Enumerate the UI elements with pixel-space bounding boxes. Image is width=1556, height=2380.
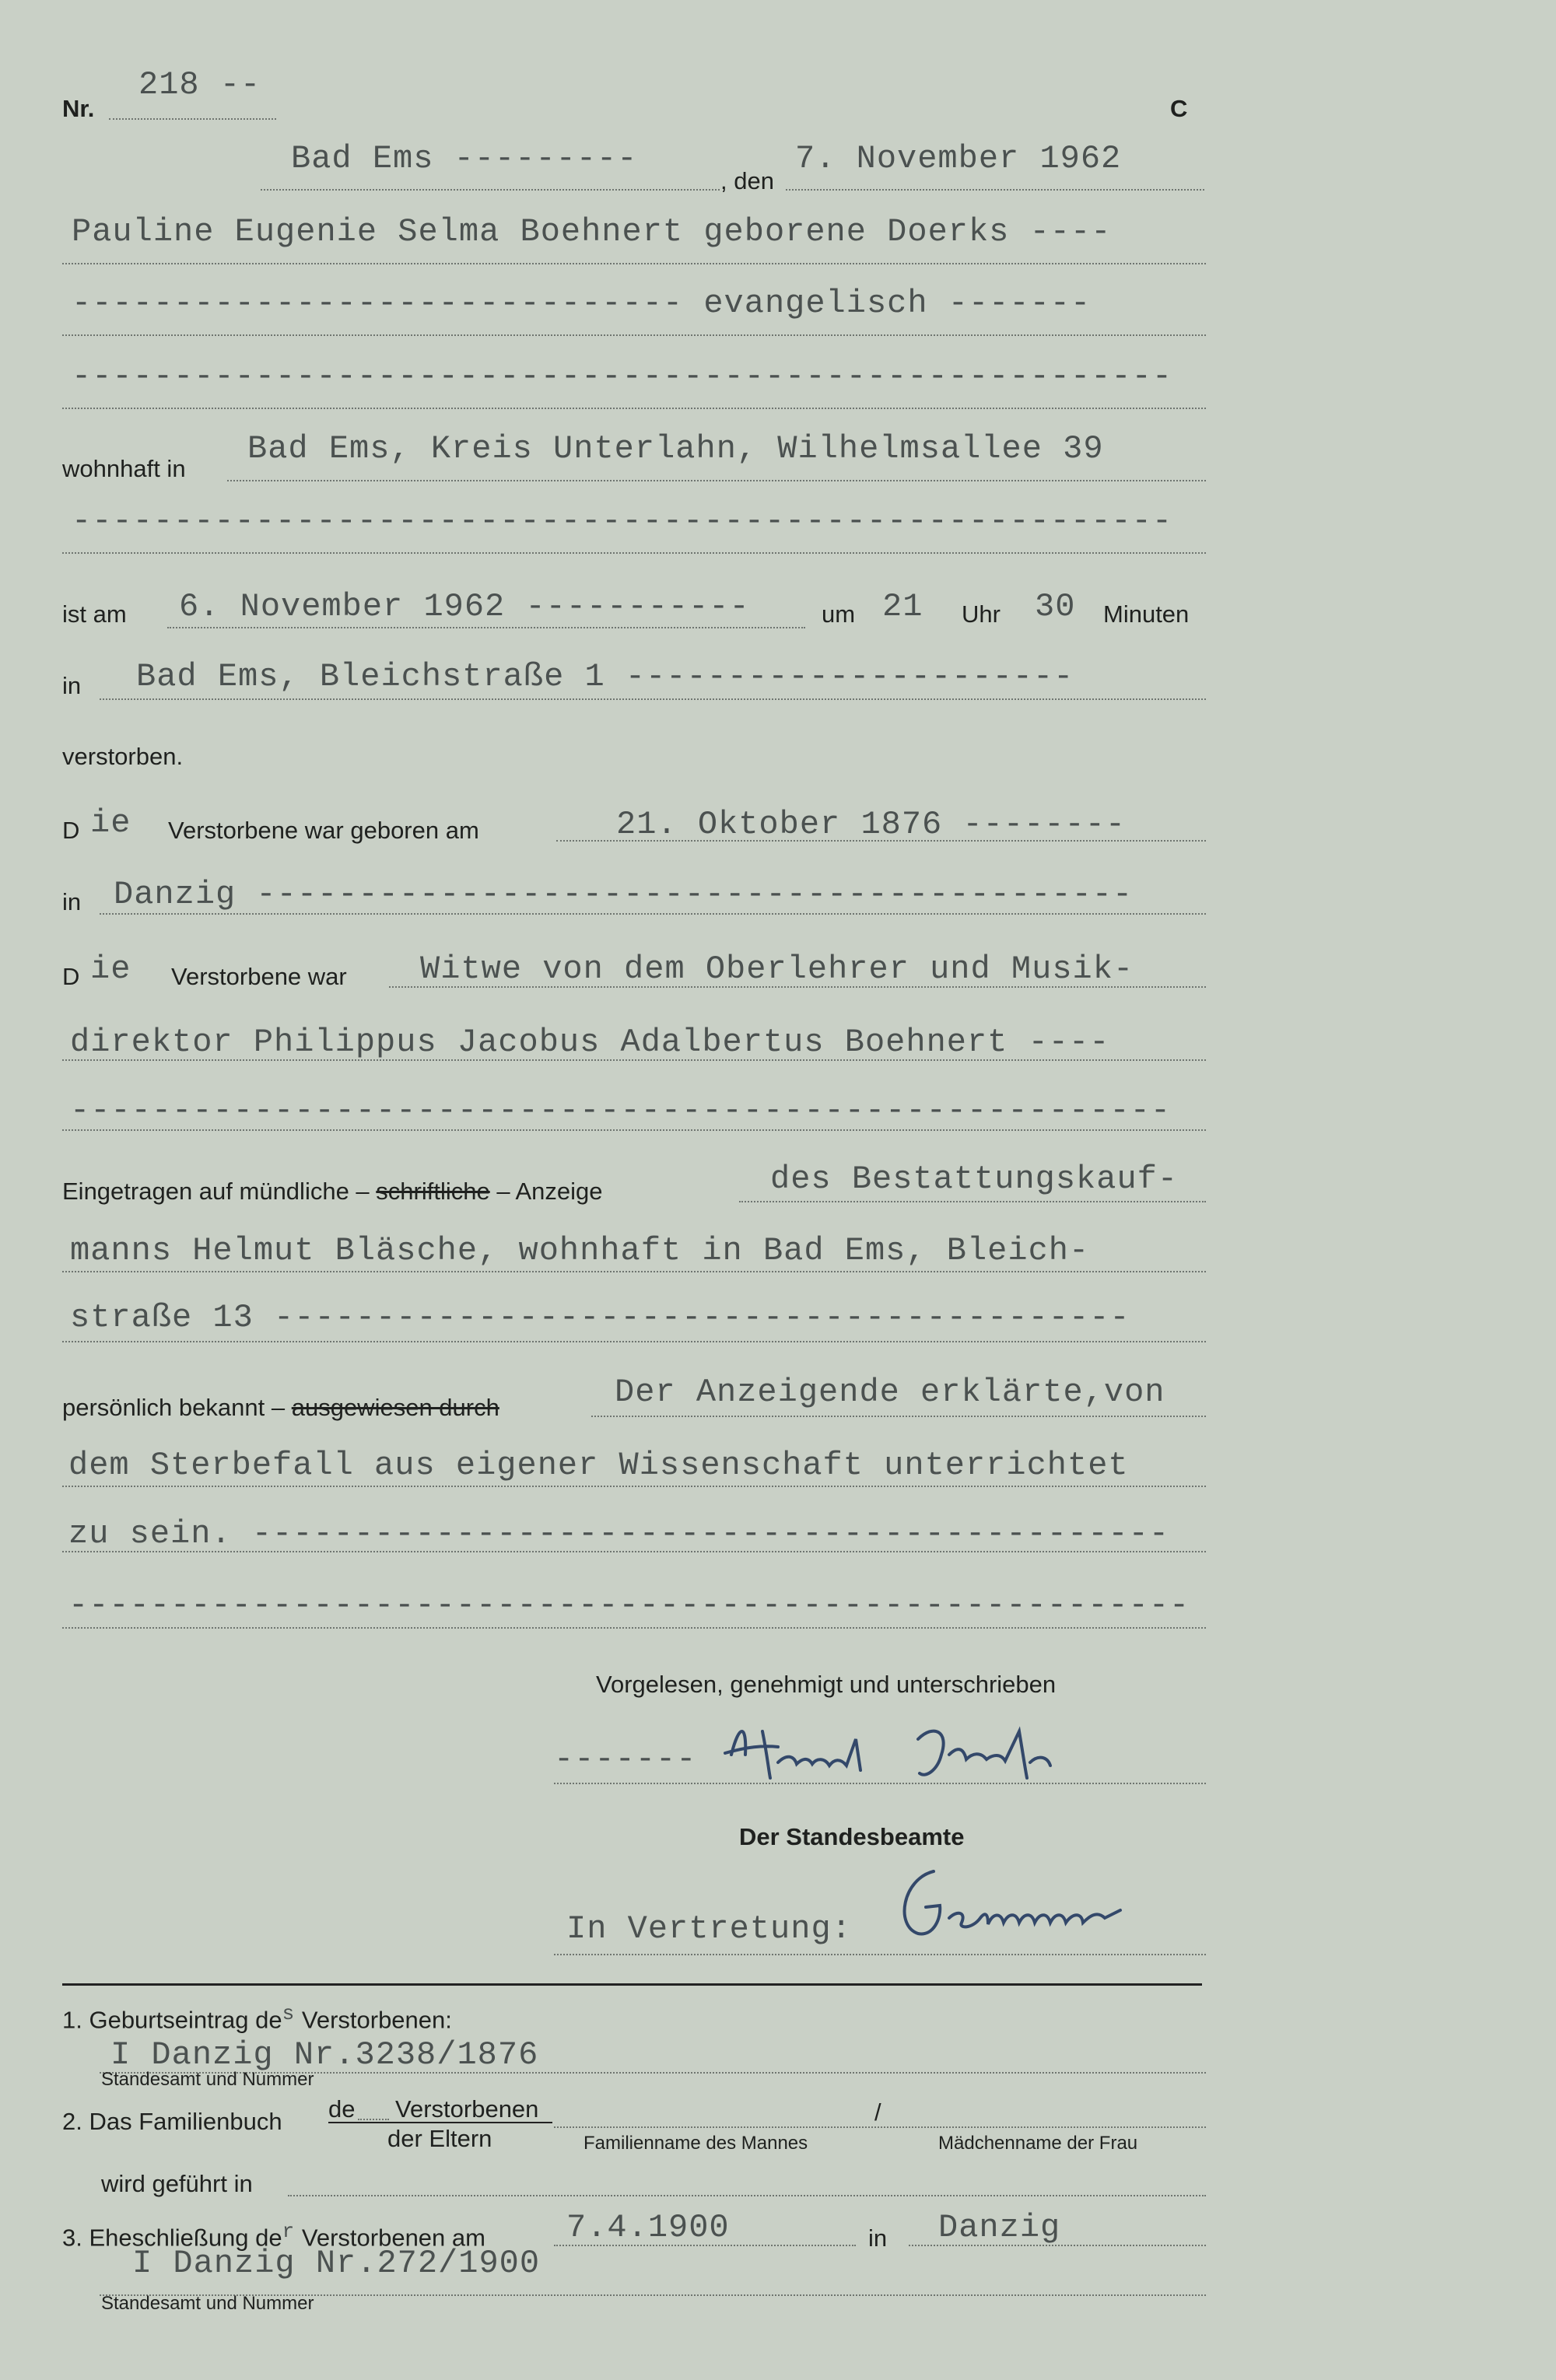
report-label-suffix: – Anzeige xyxy=(496,1178,603,1205)
registrar-signature-underline xyxy=(554,1954,1206,1955)
religion-line: ------------------------------ evangelisch ------- xyxy=(72,285,1092,322)
registry-place: Bad Ems --------- xyxy=(291,140,638,177)
footnote-2-wife: Mädchenname der Frau xyxy=(938,2133,1138,2154)
date-underline xyxy=(786,189,1204,191)
registrar-title: Der Standesbeamte xyxy=(739,1823,965,1850)
identity-underline-1 xyxy=(591,1416,1206,1417)
report-line-2: manns Helmut Bläsche, wohnhaft in Bad Ems, Bleich- xyxy=(70,1232,1090,1269)
birth-label: Verstorbene war geboren am xyxy=(168,817,479,844)
death-date-underline xyxy=(167,627,805,628)
death-minutes: 30 xyxy=(1035,588,1076,625)
footnote-1-value: I Danzig Nr.3238/1876 xyxy=(110,2036,539,2074)
footnote-2-kept-in-line xyxy=(288,2195,1206,2196)
registry-date: 7. November 1962 xyxy=(795,140,1122,177)
footnote-1-sub: Standesamt und Nummer xyxy=(101,2069,314,2090)
identity-label-prefix: persönlich bekannt – xyxy=(62,1394,286,1421)
death-place: Bad Ems, Bleichstraße 1 ---------------------- xyxy=(136,658,1074,695)
footnote-3-date: 7.4.1900 xyxy=(566,2209,730,2246)
footnote-3-date-line xyxy=(554,2245,856,2246)
footnote-3-sup: r xyxy=(282,2220,296,2243)
registrar-signature-text: Gemmer xyxy=(879,1856,882,1857)
status-label: Verstorbene war xyxy=(171,963,347,990)
birth-date: 21. Oktober 1876 -------- xyxy=(616,806,1127,843)
report-label xyxy=(62,1178,603,1206)
footnote-2-kept-in: wird geführt in xyxy=(101,2170,253,2197)
footnote-3-prefix: 3. Eheschließung de xyxy=(62,2224,282,2252)
ist-am-label: ist am xyxy=(62,600,127,628)
footnote-1-sup: s xyxy=(282,2002,296,2025)
birth-d-label: D xyxy=(62,817,80,844)
footnote-3-sub: Standesamt und Nummer xyxy=(101,2293,314,2314)
identity-underline-3 xyxy=(62,1551,1206,1552)
footnote-2-de: de xyxy=(328,2095,356,2123)
minuten-label: Minuten xyxy=(1103,600,1190,628)
report-underline-1 xyxy=(739,1201,1206,1202)
footnote-1-suffix: Verstorbenen: xyxy=(301,2006,452,2034)
footnote-2-fraction-line xyxy=(328,2122,552,2123)
status-ie-suffix: ie xyxy=(90,950,131,988)
read-approved-label: Vorgelesen, genehmigt und unterschrieben xyxy=(596,1671,1057,1698)
form-letter: C xyxy=(1170,95,1188,122)
footnote-3-mid: Verstorbenen am xyxy=(301,2224,485,2252)
residence-dashes: ------------------------------------------------------ xyxy=(72,502,1173,540)
footnote-divider xyxy=(62,1983,1202,1986)
footnote-2-eltern: der Eltern xyxy=(387,2125,492,2152)
um-label: um xyxy=(822,600,856,628)
informant-dashes: ------- xyxy=(554,1741,697,1778)
footnote-3-in: in xyxy=(868,2224,888,2252)
residence-underline xyxy=(227,480,1206,481)
report-line-3: straße 13 ------------------------------------------ xyxy=(70,1299,1130,1336)
residence-dash-underline xyxy=(62,552,1206,554)
identity-line-2: dem Sterbefall aus eigener Wissenschaft unterrichtet xyxy=(68,1447,1129,1484)
footnote-2-de-dots xyxy=(358,2119,389,2120)
identity-underline-2 xyxy=(62,1486,1206,1487)
footnote-3-value: I Danzig Nr.272/1900 xyxy=(132,2245,541,2282)
den-label: , den xyxy=(720,167,774,194)
report-label-struck: schriftliche xyxy=(376,1178,490,1205)
report-label-prefix: Eingetragen auf mündliche – xyxy=(62,1178,370,1205)
birth-ie-suffix: ie xyxy=(90,804,131,842)
fill-dashes: ------------------------------------------------------ xyxy=(72,358,1173,395)
death-hour: 21 xyxy=(882,588,923,625)
status-line-2: direktor Philippus Jacobus Adalbertus Boehnert ---- xyxy=(70,1024,1110,1061)
status-underline-1 xyxy=(389,986,1206,988)
footnote-1-label xyxy=(62,2002,452,2034)
representation-label: In Vertretung: xyxy=(566,1910,852,1948)
status-underline-2 xyxy=(62,1059,1206,1061)
informant-signature-underline xyxy=(554,1783,1206,1784)
religion-underline xyxy=(62,334,1206,336)
status-underline-3 xyxy=(62,1129,1206,1131)
status-d-label: D xyxy=(62,963,80,990)
dash-underline xyxy=(62,408,1206,409)
death-in-label: in xyxy=(62,672,82,699)
residence-label: wohnhaft in xyxy=(62,455,186,482)
place-underline xyxy=(261,189,720,191)
death-date: 6. November 1962 ----------- xyxy=(179,588,750,625)
informant-signature xyxy=(716,1708,1183,1794)
verstorben-label: verstorben. xyxy=(62,743,184,770)
status-line-3: ------------------------------------------------------ xyxy=(70,1092,1172,1129)
footnote-3-place-line xyxy=(909,2245,1206,2246)
uhr-label: Uhr xyxy=(962,600,1001,628)
identity-underline-4 xyxy=(62,1627,1206,1629)
footnote-2-husband: Familienname des Mannes xyxy=(584,2133,808,2154)
identity-label xyxy=(62,1394,499,1422)
birth-place-underline xyxy=(100,913,1206,915)
footnote-2-verstorbenen: Verstorbenen xyxy=(395,2095,539,2123)
death-place-underline xyxy=(100,698,1206,700)
nr-underline xyxy=(109,118,276,120)
nr-label: Nr. xyxy=(62,95,95,122)
birth-in-label: in xyxy=(62,888,82,915)
register-number: 218 -- xyxy=(138,66,261,103)
identity-line-4: ------------------------------------------------------- xyxy=(68,1587,1190,1624)
identity-line-1: Der Anzeigende erklärte,von xyxy=(615,1374,1165,1411)
informant-signature-text: Helmut Bläsche xyxy=(716,1708,722,1709)
identity-label-struck: ausgewiesen durch xyxy=(291,1394,499,1421)
footnote-2-slash: / xyxy=(874,2098,881,2126)
registrar-signature xyxy=(879,1856,1206,1957)
report-underline-2 xyxy=(62,1271,1206,1272)
status-line-1: Witwe von dem Oberlehrer und Musik- xyxy=(420,950,1134,988)
report-line-1: des Bestattungskauf- xyxy=(770,1160,1179,1198)
residence-value: Bad Ems, Kreis Unterlahn, Wilhelmsallee 39 xyxy=(247,430,1104,467)
footnote-2-names-line xyxy=(554,2126,1206,2128)
birth-date-underline xyxy=(556,840,1206,842)
deceased-name: Pauline Eugenie Selma Boehnert geborene Doerks ---- xyxy=(72,213,1112,250)
report-underline-3 xyxy=(62,1341,1206,1342)
identity-line-3: zu sein. --------------------------------------------- xyxy=(68,1515,1170,1552)
footnote-1-prefix: 1. Geburtseintrag de xyxy=(62,2006,282,2034)
footnote-2-label: 2. Das Familienbuch xyxy=(62,2108,282,2135)
footnote-3-place: Danzig xyxy=(938,2209,1061,2246)
birth-place: Danzig ------------------------------------------- xyxy=(114,876,1134,913)
name-underline xyxy=(62,263,1206,264)
